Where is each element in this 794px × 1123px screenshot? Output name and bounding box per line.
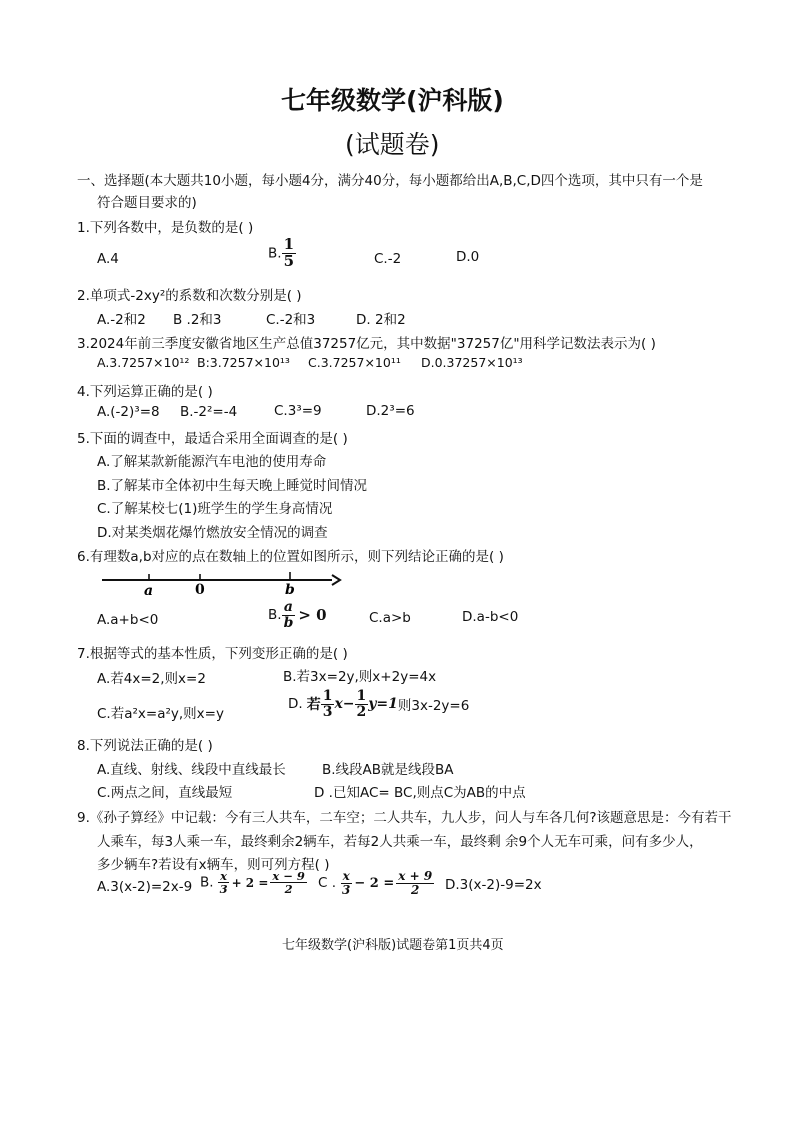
question-9-stem-line2: 人乘车，每3人乘一车，最终剩余2辆车，若每2人共乘一车，最终剩 余9个人无车可乘，问有多少人，: [97, 834, 703, 850]
question-1-stem: 1.下列各数中，是负数的是( ): [77, 220, 254, 236]
q2-option-a: A.-2和2: [97, 312, 146, 328]
question-4-stem: 4.下列运算正确的是( ): [77, 384, 213, 400]
question-9-stem-line3: 多少辆车?若设有x辆车，则可列方程( ): [97, 857, 330, 873]
q7-option-b: B.若3x=2y,则x+2y=4x: [283, 669, 437, 685]
q8-option-c: C.两点之间，直线最短: [97, 785, 233, 801]
q2-option-c: C.-2和3: [266, 312, 316, 328]
axis-arrow-icon: [332, 575, 340, 585]
q1-option-b: B. $\frac{1}{5}$: [268, 235, 294, 270]
q2-option-b: B .2和3: [173, 312, 222, 328]
q5-option-b: B.了解某市全体初中生每天晚上睡觉时间情况: [97, 478, 368, 494]
q7-option-c: C.若a²x=a²y,则x=y: [97, 706, 224, 722]
q7-option-a: A.若4x=2,则x=2: [97, 671, 206, 687]
label-b: b: [285, 582, 295, 598]
q1-option-a: A.4: [97, 251, 119, 267]
q9-option-c: C . $\frac{x}{3}$ − 2 = $\frac{x + 9}{2}$: [318, 869, 433, 897]
q2-option-d: D. 2和2: [356, 312, 406, 328]
question-2-stem: 2.单项式-2xy²的系数和次数分别是( ): [77, 288, 302, 304]
question-5-stem: 5.下面的调查中，最适合采用全面调查的是( ): [77, 431, 348, 447]
question-9-stem: 9.《孙子算经》中记载：今有三人共车，二车空；二人共车，九人步，问人与车各几何?该题意思是：今有若干: [77, 810, 732, 826]
q3-option-b: B:3.7257×10¹³: [197, 355, 290, 370]
number-line-figure: [100, 566, 345, 600]
q3-option-c: C.3.7257×10¹¹: [308, 355, 401, 370]
q6-option-c: C.a>b: [369, 610, 411, 626]
q9-option-a: A.3(x-2)=2x-9: [97, 879, 193, 895]
q6-option-a: A.a+b<0: [97, 612, 159, 628]
q1-option-d: D.0: [456, 249, 480, 265]
question-7-stem: 7.根据等式的基本性质，下列变形正确的是( ): [77, 646, 348, 662]
q9-option-d: D.3(x-2)-9=2x: [445, 877, 542, 893]
q5-option-d: D.对某类烟花爆竹燃放安全情况的调查: [97, 525, 328, 541]
page-title: 七年级数学(沪科版): [281, 86, 504, 115]
q4-option-d: D.2³=6: [366, 403, 415, 419]
q5-option-c: C.了解某校七(1)班学生的学生身高情况: [97, 501, 333, 517]
question-8-stem: 8.下列说法正确的是( ): [77, 738, 213, 754]
q3-option-d: D.0.37257×10¹³: [421, 355, 523, 370]
q8-option-d: D .已知AC= BC,则点C为AB的中点: [314, 785, 526, 801]
q1-option-c: C.-2: [374, 251, 402, 267]
q7-option-d: D. 若 $\frac{1}{3}$ x− $\frac{1}{2}$ y=1则3x-2y=6: [288, 688, 470, 720]
q4-option-a: A.(-2)³=8: [97, 404, 160, 420]
question-3-stem: 3.2024年前三季度安徽省地区生产总值37257亿元，其中数据"37257亿"用科学记数法表示为( ): [77, 336, 656, 352]
q6-option-d: D.a-b<0: [462, 609, 519, 625]
page-subtitle: (试题卷): [345, 130, 440, 159]
q9-option-b: B. $\frac{x}{3}$ + 2 = $\frac{x - 9}{2}$: [200, 869, 305, 897]
page-footer: 七年级数学(沪科版)试题卷第1页共4页: [282, 938, 504, 953]
section-heading: 一、选择题(本大题共10小题，每小题4分，满分40分，每小题都给出A,B,C,D四个选项，其中只有一个是: [77, 173, 703, 189]
q5-option-a: A.了解某款新能源汽车电池的使用寿命: [97, 454, 327, 470]
label-a: a: [144, 583, 154, 599]
question-6-stem: 6.有理数a,b对应的点在数轴上的位置如图所示，则下列结论正确的是( ): [77, 549, 504, 565]
q4-option-c: C.3³=9: [274, 403, 322, 419]
section-heading-cont: 符合题目要求的): [97, 195, 197, 211]
q8-option-b: B.线段AB就是线段BA: [322, 762, 454, 778]
q3-option-a: A.3.7257×10¹²: [97, 355, 190, 370]
q8-option-a: A.直线、射线、线段中直线最长: [97, 762, 286, 778]
q6-option-b: B. $\frac{a}{b}$ > 0: [268, 599, 327, 631]
q4-option-b: B.-2²=-4: [180, 404, 238, 420]
label-zero: 0: [195, 582, 205, 598]
